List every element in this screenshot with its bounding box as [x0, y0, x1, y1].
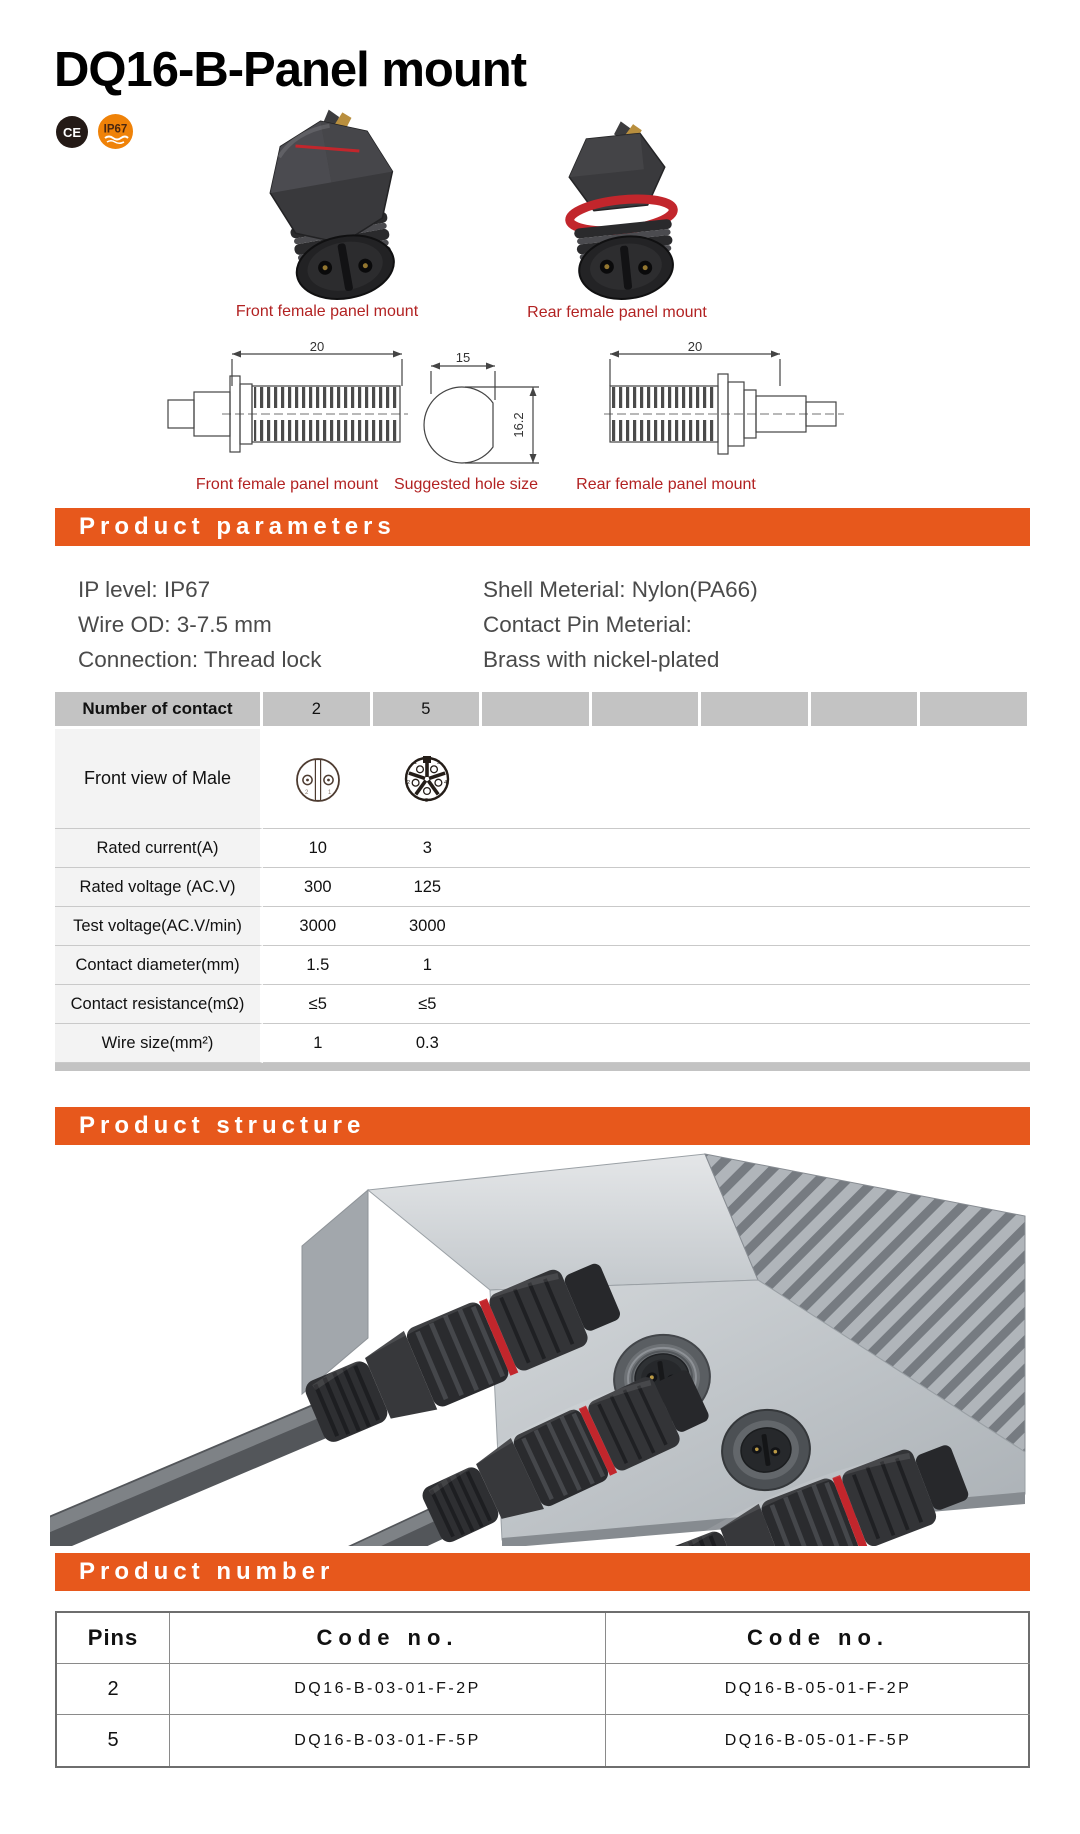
spec-header-col: [920, 692, 1030, 729]
num-row-code: DQ16-B-03-01-F-2P: [170, 1664, 606, 1715]
svg-text:4: 4: [444, 779, 448, 786]
rear-panel-mount-photo: [538, 120, 703, 304]
param-line: Shell Meterial: Nylon(PA66): [483, 577, 758, 602]
spec-value: 3: [373, 829, 483, 868]
num-row-code: DQ16-B-03-01-F-5P: [170, 1715, 606, 1766]
pin-diagram-5p-icon: [401, 750, 453, 808]
svg-text:16.2: 16.2: [511, 412, 526, 438]
spec-header-col: [592, 692, 702, 729]
num-row-pins: 2: [57, 1664, 170, 1715]
num-row-code: DQ16-B-05-01-F-2P: [606, 1664, 1030, 1715]
svg-text:2: 2: [407, 779, 411, 786]
spec-value: 1: [263, 1024, 373, 1063]
spec-header-col: [482, 692, 592, 729]
svg-text:IP67: IP67: [103, 123, 128, 136]
spec-row-label: Rated current(A): [55, 829, 263, 868]
parameters-left-column: [78, 572, 321, 677]
spec-value: ≤5: [263, 985, 373, 1024]
front-mount-drawing: [162, 340, 412, 472]
spec-row-label: Wire size(mm²): [55, 1024, 263, 1063]
num-header-code2: Code no.: [606, 1613, 1030, 1664]
spec-table: [55, 692, 1030, 1071]
spec-value: 125: [373, 868, 483, 907]
svg-text:1: 1: [414, 759, 418, 766]
num-header-code1: Code no.: [170, 1613, 606, 1664]
spec-header-corner: Number of contact: [55, 692, 263, 729]
enclosure-top-face: [368, 1154, 758, 1290]
rear-drawing-caption: Rear female panel mount: [576, 476, 756, 493]
num-header-pins: Pins: [57, 1613, 170, 1664]
spec-value: 1: [373, 946, 483, 985]
front-drawing-caption: Front female panel mount: [195, 476, 379, 493]
svg-text:1: 1: [327, 789, 332, 796]
pin-diagram-2p-icon: [292, 750, 344, 808]
spec-header-col: [701, 692, 811, 729]
front-view-5pin-cell: [373, 729, 483, 829]
section-product-structure: Product structure: [55, 1107, 1030, 1145]
spec-row-label: Contact diameter(mm): [55, 946, 263, 985]
spec-value: 0.3: [373, 1024, 483, 1063]
spec-row-label: Contact resistance(mΩ): [55, 985, 263, 1024]
spec-value: 1.5: [263, 946, 373, 985]
badge-row: [55, 113, 134, 150]
product-number-table: [55, 1611, 1030, 1768]
spec-row-label: Test voltage(AC.V/min): [55, 907, 263, 946]
spec-value: ≤5: [373, 985, 483, 1024]
spec-header-col: 5: [373, 692, 483, 729]
param-line: Contact Pin Meterial:: [483, 612, 692, 637]
ce-mark-icon: [55, 115, 89, 149]
svg-text:20: 20: [687, 340, 703, 354]
hole-size-drawing: [415, 340, 560, 472]
param-line: Brass with nickel-plated: [483, 647, 720, 672]
num-row-code: DQ16-B-05-01-F-5P: [724, 1731, 912, 1749]
hole-drawing-caption: Suggested hole size: [393, 476, 539, 493]
spec-table-bottom-bar: [55, 1063, 1030, 1071]
rear-photo-caption: Rear female panel mount: [527, 304, 707, 321]
spec-value: 300: [263, 868, 373, 907]
num-row-pins: 5: [57, 1715, 170, 1766]
parameters-right-column: [483, 572, 758, 677]
spec-header-col: [811, 692, 921, 729]
spec-value: 10: [263, 829, 373, 868]
parameters-block: [55, 572, 1030, 682]
section-product-parameters: Product parameters: [55, 508, 1030, 546]
page-title: DQ16-B-Panel mount: [54, 43, 527, 97]
spec-row-label: Rated voltage (AC.V): [55, 868, 263, 907]
front-view-2pin-cell: [263, 729, 373, 829]
svg-text:20: 20: [309, 340, 325, 354]
section-product-number: Product number: [55, 1553, 1030, 1591]
front-photo-caption: Front female panel mount: [235, 303, 419, 320]
param-line: Wire OD: 3-7.5 mm: [78, 612, 272, 637]
spec-value: 3000: [263, 907, 373, 946]
svg-text:3: 3: [425, 797, 429, 804]
svg-text:15: 15: [455, 350, 471, 365]
svg-text:CE: CE: [62, 124, 82, 140]
svg-text:2: 2: [304, 789, 309, 796]
front-panel-mount-photo: [248, 108, 423, 304]
ip67-badge-icon: [97, 113, 134, 150]
svg-text:5: 5: [437, 759, 441, 766]
spec-header-col: 2: [263, 692, 373, 729]
param-line: Connection: Thread lock: [78, 647, 322, 672]
rear-mount-drawing: [598, 340, 853, 472]
front-view-label: Front view of Male: [55, 729, 263, 829]
param-line: IP level: IP67: [78, 577, 211, 602]
spec-value: 3000: [373, 907, 483, 946]
product-structure-image: [50, 1150, 1030, 1546]
